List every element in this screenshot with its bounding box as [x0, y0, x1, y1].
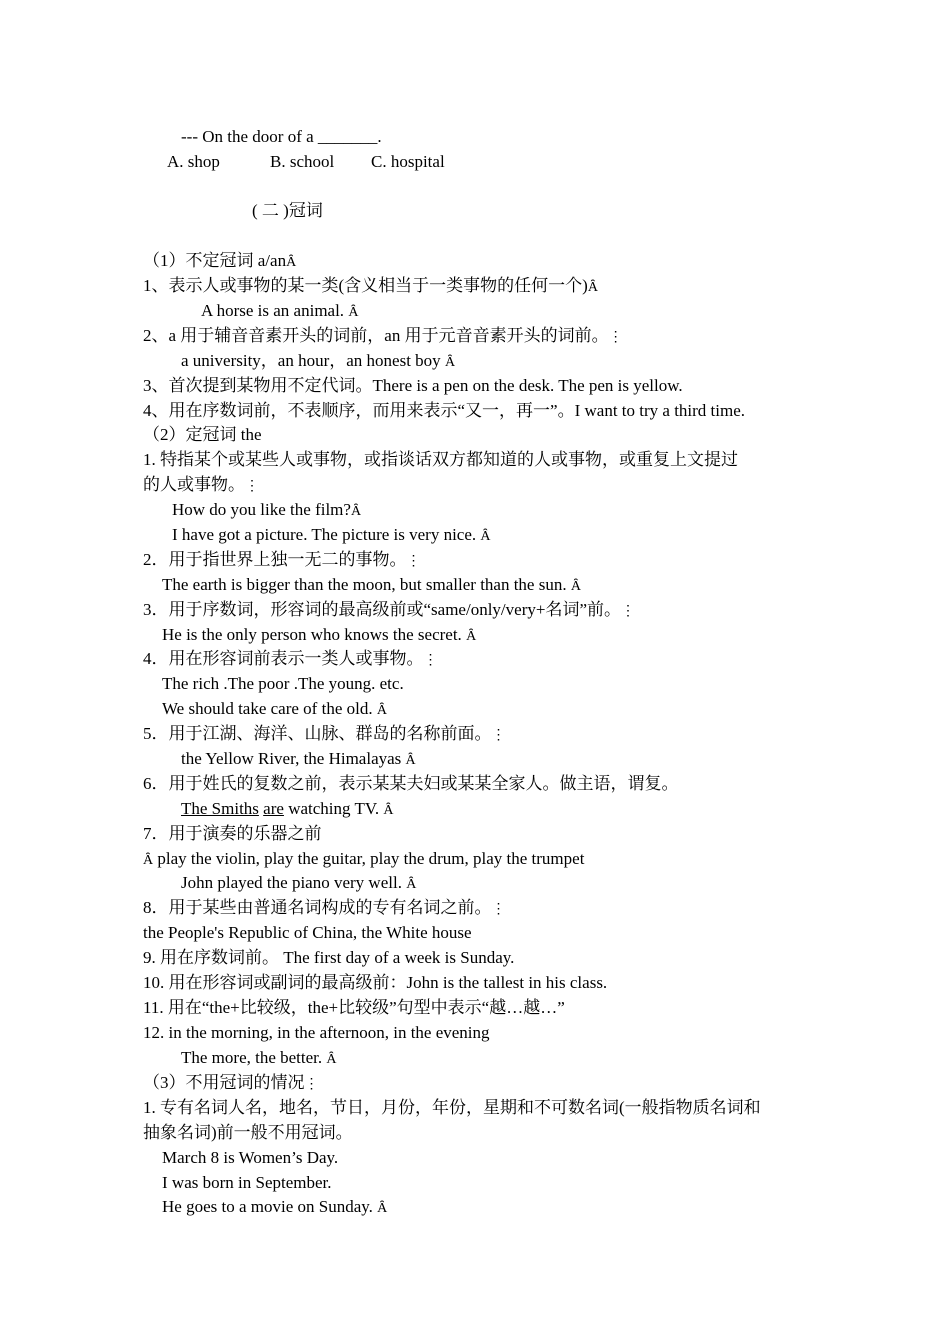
definite-example-6: The Smiths are watching TV. Ȃ: [181, 799, 394, 818]
no-article-example-3: He goes to a movie on Sunday. Ȃ: [162, 1197, 388, 1216]
definite-rule-8: 8．用于某些由普通名词构成的专有名词之前。⋮: [143, 898, 506, 917]
anchor-mark: Ȃ: [480, 529, 491, 544]
definite-rule-10: 10. 用在形容词或副词的最高级前：John is the tallest in his class.: [143, 973, 608, 992]
no-article-rule-1-cont: 抽象名词)前一般不用冠词。: [143, 1123, 353, 1142]
colon-mark: ⋮: [304, 1077, 319, 1092]
anchor-mark: Ȃ: [143, 853, 154, 868]
colon-mark: ⋮: [608, 330, 623, 345]
quiz-question: --- On the door of a _______.: [181, 127, 382, 146]
colon-mark: ⋮: [620, 604, 635, 619]
definite-rule-5: 5．用于江湖、海洋、山脉、群岛的名称前面。⋮: [143, 724, 506, 743]
no-article-title: （3）不用冠词的情况⋮: [143, 1073, 319, 1092]
indefinite-example-2: a university，an hour，an honest boy Ȃ: [181, 351, 456, 370]
anchor-mark: Ȃ: [444, 355, 456, 370]
quiz-option-b: B. school: [270, 152, 335, 171]
definite-rule-7: 7．用于演奏的乐器之前: [143, 824, 322, 843]
anchor-mark: Ȃ: [286, 255, 297, 270]
anchor-mark: Ȃ: [377, 1201, 388, 1216]
definite-rule-1-cont: 的人或事物。⋮: [143, 475, 259, 494]
definite-example-3: He is the only person who knows the secret. Ȃ: [162, 625, 477, 644]
colon-mark: ⋮: [406, 554, 421, 569]
definite-example-5: the Yellow River, the Himalayas Ȃ: [181, 749, 416, 768]
definite-rule-1: 1. 特指某个或某些人或事物，或指谈话双方都知道的人或事物，或重复上文提过: [143, 450, 738, 469]
definite-example-7b: John played the piano very well. Ȃ: [181, 873, 417, 892]
definite-example-4a: The rich .The poor .The young. etc.: [162, 674, 404, 693]
definite-rule-4: 4．用在形容词前表示一类人或事物。⋮: [143, 649, 438, 668]
anchor-mark: Ȃ: [587, 280, 598, 295]
definite-rule-9: 9. 用在序数词前。 The first day of a week is Sunday.: [143, 948, 515, 967]
colon-mark: ⋮: [245, 479, 259, 494]
anchor-mark: Ȃ: [570, 579, 581, 594]
definite-rule-2: 2．用于指世界上独一无二的事物。⋮: [143, 550, 421, 569]
definite-title: （2）定冠词 the: [143, 425, 262, 444]
definite-example-7a: Ȃ play the violin, play the guitar, play the drum, play the trumpet: [143, 849, 585, 868]
definite-rule-12: 12. in the morning, in the afternoon, in the evening: [143, 1023, 490, 1042]
colon-mark: ⋮: [491, 902, 506, 917]
no-article-example-2: I was born in September.: [162, 1173, 332, 1192]
definite-example-12: The more, the better. Ȃ: [181, 1048, 337, 1067]
definite-example-8: the People's Republic of China, the White house: [143, 923, 472, 942]
anchor-mark: Ȃ: [348, 305, 359, 320]
section-heading: ( 二 )冠词: [252, 201, 323, 220]
indefinite-rule-3: 3、首次提到某物用不定代词。There is a pen on the desk. The pen is yellow.: [143, 376, 683, 395]
anchor-mark: Ȃ: [350, 504, 362, 519]
indefinite-title: （1）不定冠词 a/anȂ: [143, 251, 297, 270]
anchor-mark: Ȃ: [406, 877, 417, 892]
quiz-option-a: A. shop: [167, 152, 220, 171]
anchor-mark: Ȃ: [405, 753, 416, 768]
colon-mark: ⋮: [491, 728, 506, 743]
definite-example-1a: How do you like the film?Ȃ: [172, 500, 362, 519]
indefinite-rule-1: 1、表示人或事物的某一类(含义相当于一类事物的任何一个)Ȃ: [143, 276, 598, 295]
indefinite-rule-2: 2、a 用于辅音音素开头的词前，an 用于元音音素开头的词前。⋮: [143, 326, 623, 345]
no-article-rule-1: 1. 专有名词人名，地名，节日，月份，年份，星期和不可数名词(一般指物质名词和: [143, 1098, 761, 1117]
anchor-mark: Ȃ: [466, 629, 477, 644]
definite-rule-3: 3．用于序数词，形容词的最高级前或“same/only/very+名词”前。⋮: [143, 600, 635, 619]
colon-mark: ⋮: [423, 653, 438, 668]
anchor-mark: Ȃ: [326, 1052, 337, 1067]
anchor-mark: Ȃ: [376, 703, 387, 718]
quiz-option-c: C. hospital: [371, 152, 445, 171]
indefinite-rule-4: 4、用在序数词前，不表顺序，而用来表示“又一，再一”。I want to try a third time.: [143, 401, 746, 420]
indefinite-example-1: A horse is an animal. Ȃ: [201, 301, 359, 320]
definite-example-2: The earth is bigger than the moon, but smaller than the sun. Ȃ: [162, 575, 581, 594]
anchor-mark: Ȃ: [383, 803, 394, 818]
definite-rule-6: 6．用于姓氏的复数之前，表示某某夫妇或某某全家人。做主语，谓复。: [143, 774, 679, 793]
no-article-example-1: March 8 is Women’s Day.: [162, 1148, 339, 1167]
definite-rule-11: 11. 用在“the+比较级，the+比较级”句型中表示“越…越…”: [143, 998, 565, 1017]
definite-example-4b: We should take care of the old. Ȃ: [162, 699, 387, 718]
definite-example-1b: I have got a picture. The picture is very nice. Ȃ: [172, 525, 491, 544]
